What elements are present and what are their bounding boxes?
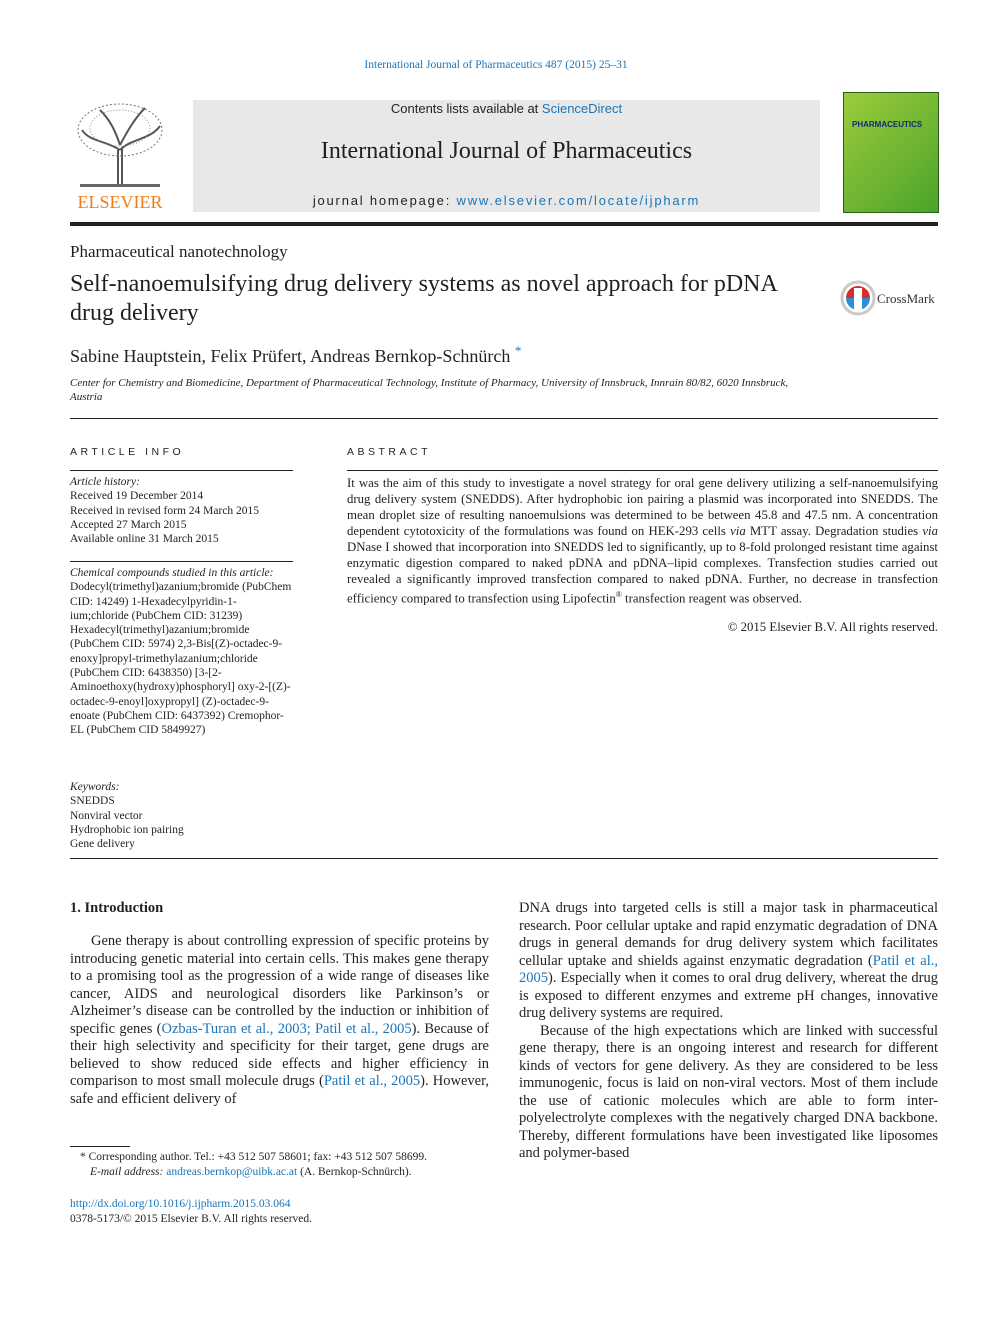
abstract-via-1: via [730,524,746,538]
title-divider [70,418,938,419]
intro-p1-a: Gene therapy is about controlling expression of specific proteins by introducing genetic material into certain cells. This makes gene therapy to a promising tool as the progression of a wide range of diseases like cancer, AIDS and neurological disorders like Parkinson’s or Alzheimer’s disease can be controlled by the induction or inhibition of specific genes ( [70,933,489,1037]
abstract-part-4: transfection reagent was observed. [621,591,802,606]
crossmark-icon[interactable] [840,280,940,316]
intro-paragraph-1-continued [519,900,938,1023]
corresponding-text: Corresponding author. Tel.: +43 512 507 58601; fax: +43 512 507 58699. [88,1151,428,1163]
citation-link[interactable]: Ozbas-Turan et al., 2003; Patil et al., 2005 [161,1020,412,1037]
history-revised: Received in revised form 24 March 2015 [70,504,260,517]
homepage-prefix: journal homepage: [312,193,457,208]
email-link[interactable]: andreas.bernkop@uibk.ac.at [166,1165,298,1178]
intro-p1-cont-b: ). Especially when it comes to oral drug delivery, whereat the drug is exposed to different enzymes and extreme pH changes, innovative drug delivery systems are required. [519,970,938,1021]
journal-cover-image[interactable] [843,92,939,213]
email-label: E-mail address: [90,1165,164,1178]
journal-homepage [193,193,820,208]
abstract-heading: ABSTRACT [347,446,432,458]
abstract-part-3: DNase I showed that incorporation into SNEDDS led to significantly, up to 8-fold prolonged resistant time against enzymatic digestion compared to naked pDNA and pDNA–lipid complexes. Transfection studies carried out revealed a significantly improved transfection compared to naked pDNA. Further, no decrease in transfection efficiency compared to transfection using Lipofectin [347,540,938,606]
article-info-heading: ARTICLE INFO [70,446,185,458]
keyword-item: Nonviral vector [70,809,143,822]
abstract-divider [347,470,938,471]
keywords [70,780,293,851]
history-label: Article history: [70,476,140,488]
intro-heading: 1. Introduction [70,900,164,916]
author-list [70,343,521,367]
abstract-part-1: It was the aim of this study to investigate a novel strategy for oral gene delivery utilizing a self-nanoemulsifying drug delivery system (SNEDDS). After hydrophobic ion pairing a plasmid was incorporated into SNEDDS. The mean droplet size of resulting nanoemulsions was determined to be between 45.8 and 47.5 nm. A concentration dependent cytotoxicity of the formulations was found on HEK-293 cells [347,476,938,538]
keywords-label: Keywords: [70,781,120,793]
article-history [70,475,293,546]
homepage-link[interactable]: www.elsevier.com/locate/ijpharm [456,193,701,208]
intro-p1-b: ). Because of their high selectivity and specificity for their target, gene drugs are believed to show reduced side effects and higher efficiency in comparison to most small molecule drugs ( [70,1020,490,1089]
journal-reference[interactable]: International Journal of Pharmaceutics 487 (2015) 25–31 [364,59,628,71]
header-divider [70,222,938,226]
body-column-left [70,933,489,1108]
footnote [70,1150,490,1179]
contents-line [193,101,820,116]
journal-cover-title: PHARMACEUTICS [852,120,923,129]
body-column-right [519,900,938,1163]
citation-link[interactable]: Patil et al., 2005 [323,1073,421,1089]
elsevier-logo [70,100,170,212]
history-received: Received 19 December 2014 [70,490,204,503]
sciencedirect-link[interactable]: ScienceDirect [541,101,623,116]
abstract-copyright: © 2015 Elsevier B.V. All rights reserved. [727,620,938,634]
journal-title: International Journal of Pharmaceutics [320,138,693,164]
abstract-part-2: MTT assay. Degradation studies [745,524,923,538]
intro-p1-c: ). However, safe and efficient delivery of [70,1073,489,1107]
elsevier-wordmark: ELSEVIER [77,192,163,212]
info-divider-2 [70,561,293,562]
info-divider [70,470,293,471]
keyword-item: SNEDDS [70,795,115,808]
email-line [70,1165,490,1180]
compounds-label: Chemical compounds studied in this article: [70,567,274,579]
keyword-item: Hydrophobic ion pairing [70,823,184,836]
article-section: Pharmaceutical nanotechnology [70,242,288,261]
chemical-compounds [70,566,295,738]
keyword-item: Gene delivery [70,838,135,851]
abstract-bottom-divider [70,858,938,859]
intro-paragraph-2: Because of the high expectations which are linked with successful gene therapy, there is an ongoing interest and research for different kinds of vectors for gene delivery. As they are considered to be less immunogenic, focus is laid on non-viral vectors. Most of them include the use of cationic molecules which are able to form inter-polyelectrolyte complexes with the negatively charged DNA backbone. Thereby, different formulations have been investigated like liposomes and polymer-based [519,1022,938,1161]
intro-p1-cont-a: DNA drugs into targeted cells is still a major task in pharmaceutical research. Poor cellular uptake and rapid enzymatic degradation of DNA drugs in general demands for drug delivery system which facilitates cellular uptake and shields against enzymatic degradation ( [519,900,938,969]
article-title: Self-nanoemulsifying drug delivery systems as novel approach for pDNA drug delivery [70,271,777,326]
abstract-text [347,475,938,606]
contents-prefix: Contents lists available at [390,101,542,116]
registered-mark: ® [615,590,622,599]
compounds-list: Dodecyl(trimethyl)azanium;bromide (PubChem CID: 14249) 1-Hexadecylpyridin-1-ium;chloride (PubChem CID: 31239) Hexadecyl(trimethyl)azanium;bromide (PubChem CID: 5974) 2,3-Bis[(Z)-octadec-9-enoxy]propyl-trimethylazanium;chloride (PubChem CID: 6438350) [3-[2-Aminoethoxy(hydroxy)phosphoryl] oxy-2-[(Z)-octadec-9-enoyl]oxypropyl] (Z)-octadec-9-enoate (PubChem CID: 6437392) Cremophor-EL (PubChem CID 5849927) [70,581,292,737]
abstract-via-2: via [922,524,938,538]
footnote-mark: * [80,1151,86,1163]
intro-paragraph-1 [70,933,489,1108]
email-suffix: (A. Bernkop-Schnürch). [297,1165,412,1178]
affiliation: Center for Chemistry and Biomedicine, Department of Pharmaceutical Technology, Institute of Pharmacy, University of Innsbruck, Innrain 80/82, 6020 Innsbruck, Austria [70,377,789,403]
issn-line: 0378-5173/© 2015 Elsevier B.V. All rights reserved. [70,1213,313,1225]
citation-link[interactable]: Patil et al., 2005 [519,952,938,986]
footnote-divider [70,1146,130,1147]
corresponding-mark[interactable]: * [514,343,522,358]
history-online: Available online 31 March 2015 [70,533,219,546]
corresponding-author-note [70,1150,490,1165]
history-accepted: Accepted 27 March 2015 [70,518,187,531]
authors-names: Sabine Hauptstein, Felix Prüfert, Andreas Bernkop-Schnürch [70,346,511,366]
page-footer [70,1197,490,1227]
doi-link[interactable]: http://dx.doi.org/10.1016/j.ijpharm.2015.03.064 [70,1198,291,1210]
crossmark-label: CrossMark [877,291,935,306]
